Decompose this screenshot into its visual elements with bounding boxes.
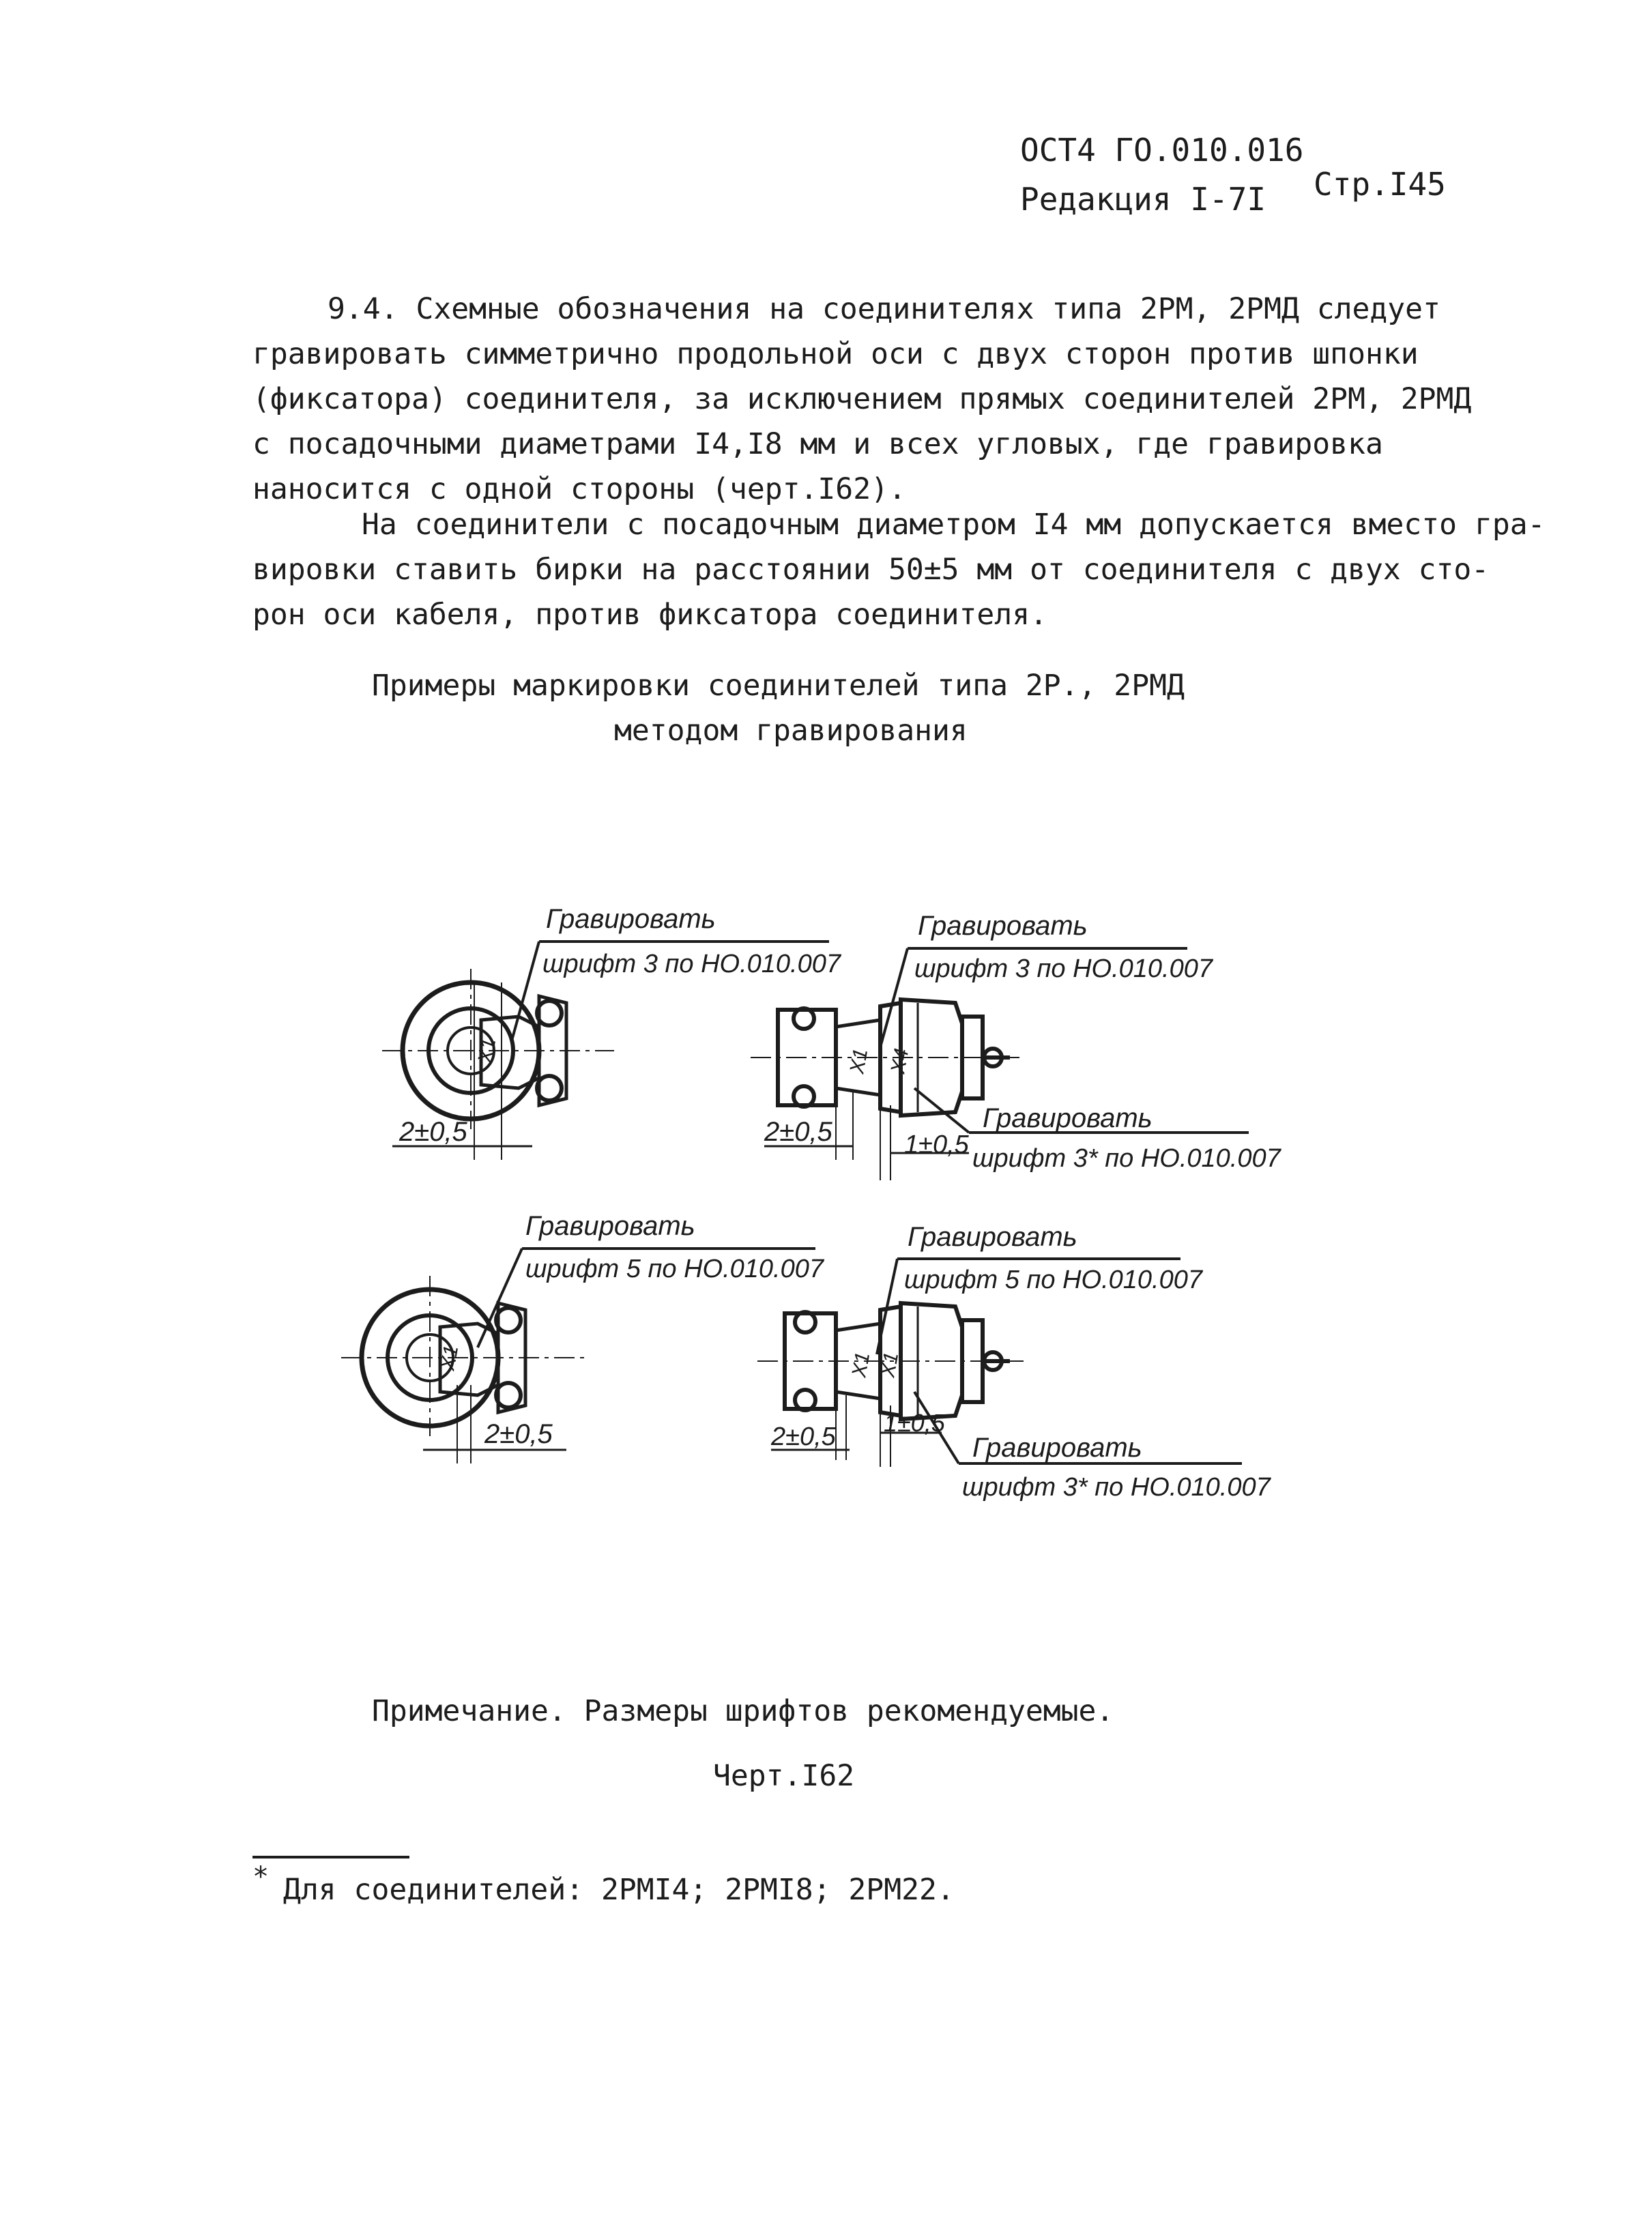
leader-label: Гравировать	[546, 904, 716, 934]
figure-angular-connector-2	[341, 1211, 825, 1463]
leader-label: шрифт 5 по НО.010.007	[525, 1255, 824, 1283]
dim-label: 1±0,5	[884, 1409, 945, 1437]
footnote-mark: *	[252, 1861, 270, 1893]
leader-label: Гравировать	[908, 1222, 1077, 1252]
mark-label: Х4	[886, 1047, 914, 1076]
text-line: вировки ставить бирки на расстоянии 50±5 мм от соединителя с двух сто-	[252, 553, 1490, 587]
text-line: с посадочными диаметрами I4,I8 мм и всех угловых, где гравировка	[252, 427, 1383, 461]
leader-label: Гравировать	[972, 1433, 1142, 1463]
figure-title-line-1: Примеры маркировки соединителей типа 2Р., 2РМД	[372, 669, 1185, 703]
text-line: гравировать симметрично продольной оси с двух сторон против шпонки	[252, 337, 1419, 371]
mark-label: Х1	[876, 1350, 903, 1380]
note: Примечание. Размеры шрифтов рекомендуемые.	[372, 1694, 1114, 1728]
leader-label: Гравировать	[918, 911, 1088, 941]
text-line: наносится с одной стороны (черт.I62).	[252, 472, 906, 506]
leader-label: шрифт 3* по НО.010.007	[962, 1473, 1271, 1502]
leader-label: шрифт 3 по НО.010.007	[914, 954, 1213, 983]
text-line: 9.4. Схемные обозначения на соединителях типа 2РМ, 2РМД следует	[328, 292, 1440, 326]
leader-label: шрифт 3* по НО.010.007	[972, 1144, 1281, 1173]
page-number: Стр.I45	[1314, 166, 1446, 203]
leader-label: Гравировать	[525, 1211, 695, 1241]
leader-label: шрифт 5 по НО.010.007	[904, 1266, 1202, 1294]
text-line: На соединители с посадочным диаметром I4 мм допускается вместо гра-	[362, 508, 1546, 542]
mark-label: Х1	[845, 1047, 873, 1076]
dim-label: 2±0,5	[764, 1117, 832, 1147]
mark-label: Х1	[847, 1350, 875, 1380]
mark-label: Х1	[474, 1036, 501, 1066]
footnote: Для соединителей: 2РМI4; 2РМI8; 2РМ22.	[283, 1873, 955, 1907]
doc-number: ОСТ4 ГО.010.016	[1020, 132, 1304, 169]
dim-label: 2±0,5	[484, 1419, 553, 1449]
figure-title-line-2: методом гравирования	[614, 714, 968, 748]
dim-label: 2±0,5	[771, 1423, 836, 1451]
figure-straight-connector-2	[757, 1222, 1272, 1502]
dim-label: 1±0,5	[904, 1131, 969, 1159]
doc-edition: Редакция I-7I	[1020, 181, 1266, 218]
dim-label: 2±0,5	[399, 1117, 467, 1147]
footnote-rule	[252, 1856, 409, 1858]
drawing-reference: Черт.I62	[713, 1759, 855, 1793]
mark-label: Х1	[436, 1343, 463, 1373]
text-line: (фиксатора) соединителя, за исключением прямых соединителей 2РМ, 2РМД	[252, 382, 1472, 416]
leader-label: Гравировать	[983, 1103, 1153, 1133]
leader-label: шрифт 3 по НО.010.007	[542, 950, 841, 978]
text-line: рон оси кабеля, против фиксатора соединителя.	[252, 598, 1047, 632]
